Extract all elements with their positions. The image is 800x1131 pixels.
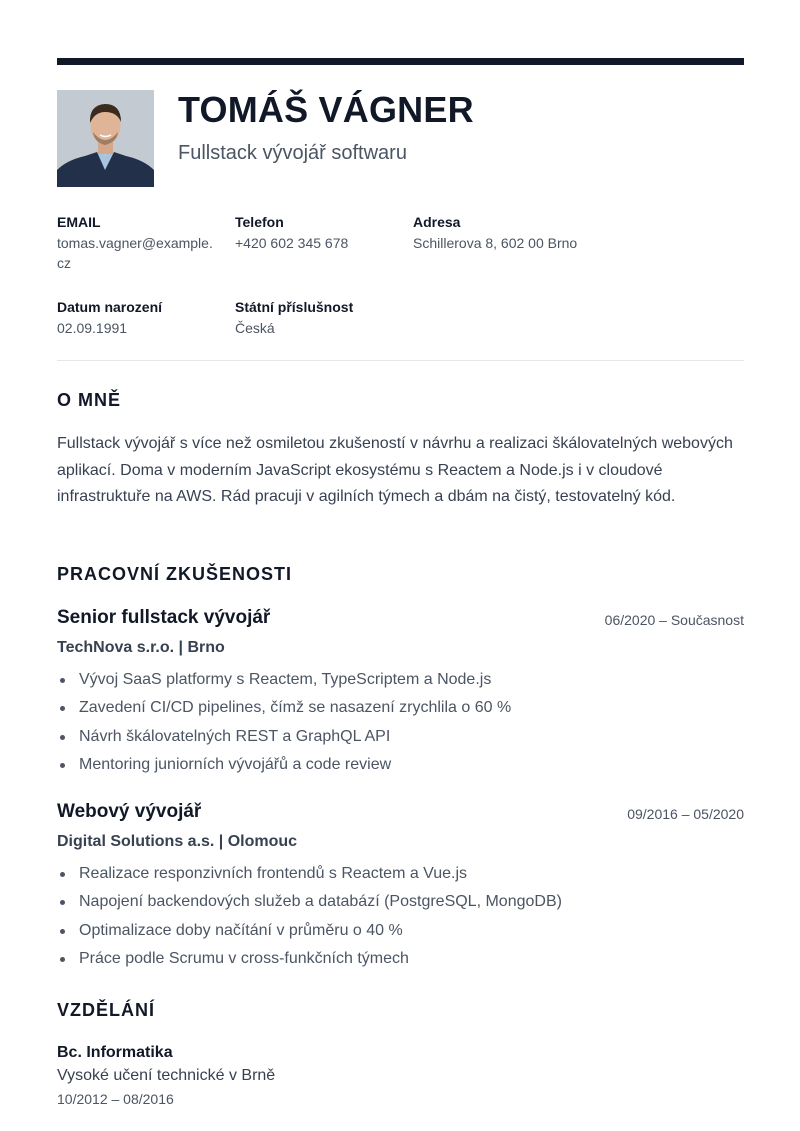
job-company: TechNova s.r.o. | Brno <box>57 639 225 656</box>
birthdate-value: 02.09.1991 <box>57 320 128 336</box>
education-degree: Bc. Informatika <box>57 1044 173 1061</box>
top-accent-bar <box>57 58 744 65</box>
education-heading: VZDĚLÁNÍ <box>57 1000 155 1020</box>
list-item <box>57 949 744 977</box>
list-item <box>57 727 744 755</box>
bullet-text: Vývoj SaaS platformy s Reactem, TypeScriptem a Node.js <box>79 671 492 688</box>
contact-citizenship <box>235 298 395 338</box>
bullet-dot-icon <box>60 957 65 962</box>
bullet-text: Napojení backendových služeb a databází (PostgreSQL, MongoDB) <box>79 893 562 911</box>
list-item <box>57 698 744 726</box>
list-item <box>57 864 744 892</box>
bullet-text: Realizace responzivních frontendů s Reactem a Vue.js <box>79 865 468 882</box>
job-bullets <box>57 670 744 784</box>
list-item <box>57 921 744 949</box>
about-text: Fullstack vývojář s více než osmiletou zkušeností v návrhu a realizaci škálovatelných webových aplikací. Doma v moderním JavaScript ekosystému s Reactem a Node.js i v cloudové infrastruktuře na AWS. Rád pracuji v agilních týmech a dbám na čistý, testovatelný kód. <box>57 435 733 505</box>
job-bullets <box>57 864 744 978</box>
citizenship-value: Česká <box>235 320 275 336</box>
bullet-text: Optimalizace doby načítání v průměru o 40 % <box>79 921 403 939</box>
birthdate-label: Datum narození <box>57 299 163 315</box>
job-title: Senior fullstack vývojář <box>57 607 271 628</box>
education-date: 10/2012 – 08/2016 <box>57 1091 174 1107</box>
education-school: Vysoké učení technické v Brně <box>57 1067 276 1084</box>
bullet-dot-icon <box>60 900 65 905</box>
list-item <box>57 892 744 920</box>
bullet-dot-icon <box>60 763 65 768</box>
address-value: Schillerova 8, 602 00 Brno <box>413 235 578 251</box>
address-label: Adresa <box>413 214 461 230</box>
bullet-dot-icon <box>60 706 65 711</box>
phone-label: Telefon <box>235 214 284 230</box>
contact-email <box>57 213 217 273</box>
list-item <box>57 670 744 698</box>
email-label: EMAIL <box>57 214 101 230</box>
bullet-text: Návrh škálovatelných REST a GraphQL API <box>79 727 391 745</box>
contact-birthdate <box>57 298 217 338</box>
bullet-dot-icon <box>60 872 65 877</box>
job-title-headline: Fullstack vývojář softwaru <box>178 142 407 164</box>
experience-heading: PRACOVNÍ ZKUŠENOSTI <box>57 564 293 584</box>
bullet-text: Mentoring juniorních vývojářů a code review <box>79 756 392 774</box>
bullet-text: Zavedení CI/CD pipelines, čímž se nasazení zrychlila o 60 % <box>79 699 512 717</box>
bullet-dot-icon <box>60 735 65 740</box>
citizenship-label: Státní příslušnost <box>235 299 354 315</box>
email-value: tomas.vagner@example.cz <box>57 235 213 271</box>
list-item <box>57 755 744 783</box>
job-company: Digital Solutions a.s. | Olomouc <box>57 833 298 850</box>
section-divider <box>57 360 744 361</box>
phone-value: +420 602 345 678 <box>235 235 349 251</box>
candidate-name: TOMÁŠ VÁGNER <box>178 89 474 130</box>
profile-photo <box>57 90 154 187</box>
contact-address <box>413 213 653 253</box>
about-heading: O MNĚ <box>57 390 122 410</box>
contact-phone <box>235 213 395 253</box>
job-date: 09/2016 – 05/2020 <box>627 806 744 822</box>
bullet-dot-icon <box>60 678 65 683</box>
job-date: 06/2020 – Současnost <box>604 612 744 628</box>
job-title: Webový vývojář <box>57 801 202 822</box>
bullet-dot-icon <box>60 929 65 934</box>
bullet-text: Práce podle Scrumu v cross-funkčních týmech <box>79 950 409 968</box>
